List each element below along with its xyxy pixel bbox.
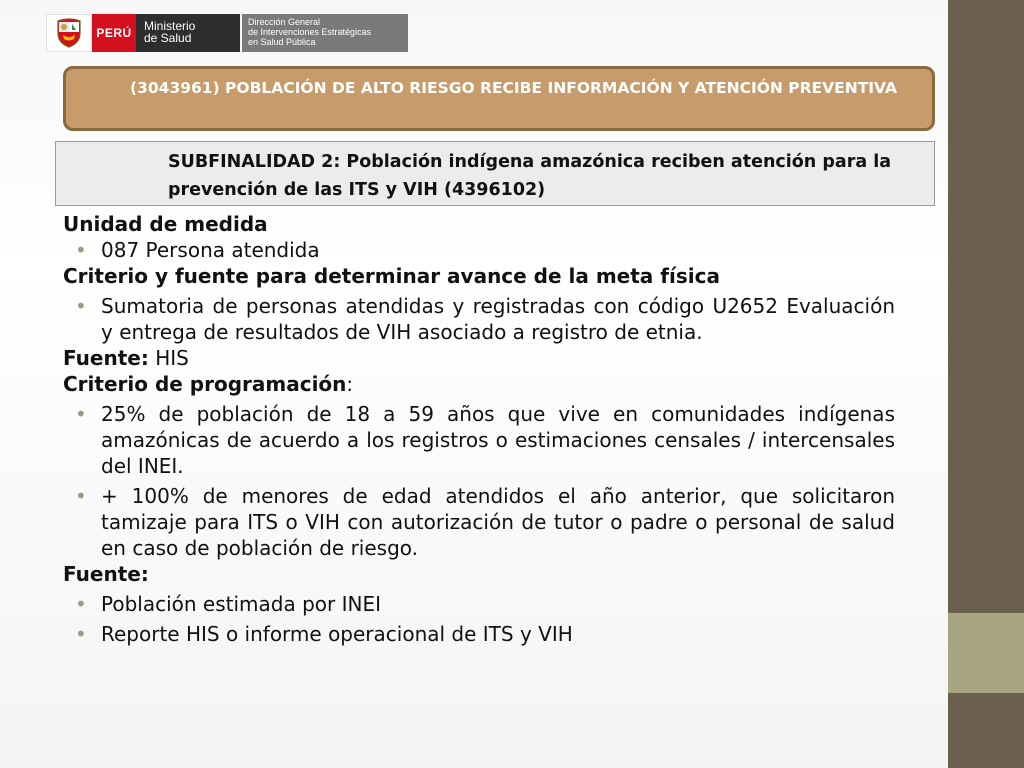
fuente-value: HIS [148, 346, 189, 370]
subfinalidad-box [55, 141, 935, 206]
criterio-list [63, 293, 895, 345]
direction-line2: de Intervenciones Estratégicas [248, 27, 372, 37]
direction-name [242, 14, 408, 52]
list-item: • + 100% de menores de edad atendidos el año anterior, que solicitaron tamizaje para ITS o VIH con autorización de tutor o padre o personal de salud en caso de población de riesgo. [63, 483, 895, 561]
programacion-list [63, 401, 895, 561]
list-item: • 25% de población de 18 a 59 años que vive en comunidades indígenas amazónicas de acuerdo a los registros o estimaciones censales / intercensales del INEI. [63, 401, 895, 479]
ministry-name [136, 14, 240, 52]
direction-line3: en Salud Pública [248, 37, 316, 47]
programacion-heading [63, 371, 895, 397]
list-item: • Población estimada por INEI [63, 591, 895, 617]
fuente-label: Fuente: [63, 346, 149, 370]
side-accent-block [948, 613, 1024, 693]
ministry-line1: Ministerio [144, 19, 196, 33]
ministry-line2: de Salud [144, 31, 192, 45]
direction-line1: Dirección General [248, 17, 321, 27]
programacion-colon: : [346, 372, 354, 396]
criterio-heading: Criterio y fuente para determinar avance de la meta física [63, 264, 720, 288]
list-item: • Reporte HIS o informe operacional de ITS y VIH [63, 621, 895, 647]
peru-label: PERÚ [92, 14, 136, 52]
fuente2-heading: Fuente: [63, 562, 149, 586]
unidad-list [63, 237, 895, 263]
subfinalidad-text: SUBFINALIDAD 2: Población indígena amazónica reciben atención para la prevención de las ITS y VIH (4396102) [168, 152, 892, 200]
program-title: (3043961) POBLACIÓN DE ALTO RIESGO RECIBE INFORMACIÓN Y ATENCIÓN PREVENTIVA [130, 79, 897, 97]
unidad-heading: Unidad de medida [63, 212, 268, 236]
fuente-his [63, 345, 895, 371]
criterio-item: • Sumatoria de personas atendidas y registradas con código U2652 Evaluación y entrega de resultados de VIH asociado a registro de etnia. [63, 293, 895, 345]
programacion-heading-text: Criterio de programación [63, 372, 347, 396]
fuente2-list [63, 591, 895, 647]
coat-of-arms-icon [46, 14, 92, 52]
unidad-item: • 087 Persona atendida [63, 237, 895, 263]
ministry-logo [46, 14, 408, 52]
slide-content [63, 211, 895, 647]
program-title-bar [63, 66, 935, 131]
